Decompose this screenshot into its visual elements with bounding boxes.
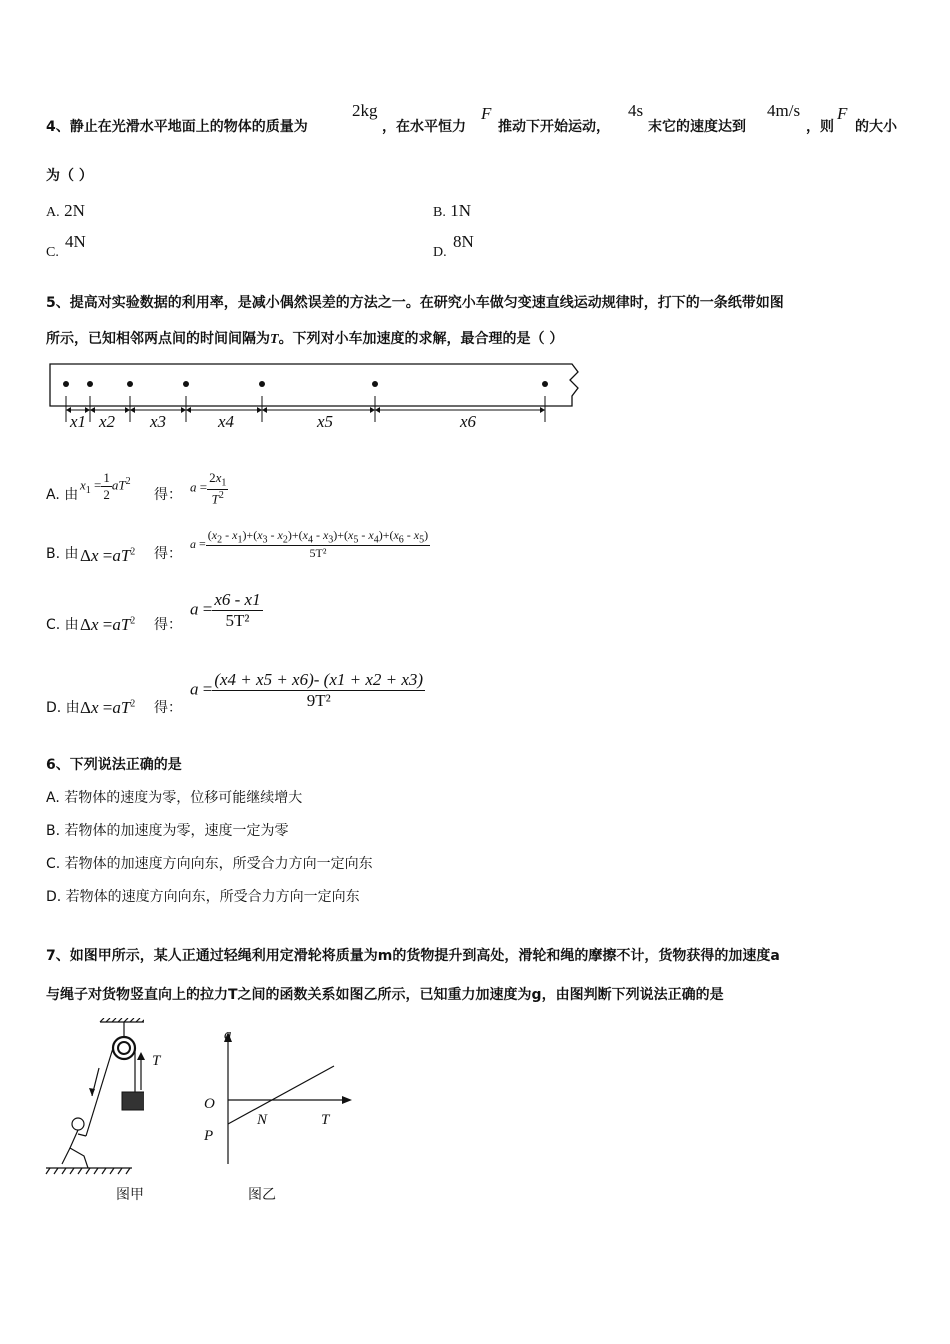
q4-text-part3: 推动下开始运动， xyxy=(498,119,610,135)
tape-dots xyxy=(63,381,548,387)
pulley-wheel xyxy=(113,1037,135,1059)
tape-dot-4 xyxy=(183,381,189,387)
graph-a-axis-label: a xyxy=(224,1027,232,1043)
q5-option-c-de: 得： xyxy=(154,617,182,633)
q4-option-c-value: 4N xyxy=(65,232,86,251)
q4-time-value: 4s xyxy=(628,101,644,120)
option-value: 2N xyxy=(64,201,85,220)
tape-label-x4: x4 xyxy=(218,412,235,431)
tape-label-x5: x5 xyxy=(317,412,334,431)
graph-p-label: P xyxy=(204,1128,214,1144)
q5-option-c-denominator: 5T² xyxy=(212,610,262,631)
q5-option-a-result: a = $\frac{2x_1}{T^2}$ xyxy=(190,470,227,506)
q5-option-b-premise: $\Delta x =aT^2$ xyxy=(80,546,136,565)
q6-option-a[interactable]: A. 若物体的速度为零，位移可能继续增大 xyxy=(46,790,303,806)
q5-option-b-de: 得： xyxy=(154,546,182,562)
q5-text-line2-b: 。下列对小车加速度的求解，最合理的是（ ） xyxy=(278,331,564,347)
q5-option-b-label[interactable]: B. 由 xyxy=(46,546,79,562)
tape-label-x1: x1 xyxy=(70,412,87,431)
q4-text-part5: ，则 xyxy=(806,119,834,135)
q5-option-d-numerator: (x4 + x5 + x6)- (x1 + x2 + x3) xyxy=(214,670,424,689)
tape-label-x6: x6 xyxy=(460,412,477,431)
tape-dot-2 xyxy=(87,381,93,387)
q4-force-symbol: F xyxy=(481,104,492,123)
graph-n-label: N xyxy=(257,1112,268,1128)
option-label: A. xyxy=(46,205,60,220)
q4-option-b[interactable] xyxy=(433,201,471,221)
figure-yi-caption: 图乙 xyxy=(248,1187,276,1203)
graph-t-axis-label: T xyxy=(321,1112,330,1128)
q5-text-line2 xyxy=(46,328,563,348)
option-label: B. xyxy=(433,205,446,220)
tape-label-x2: x2 xyxy=(99,412,116,431)
q5-option-d-label[interactable]: D. 由 xyxy=(46,700,80,716)
q4-option-a[interactable] xyxy=(46,201,85,221)
q6-option-d[interactable]: D. 若物体的速度方向向东，所受合力方向一定向东 xyxy=(46,889,360,905)
tape-dot-1 xyxy=(63,381,69,387)
q4-option-c-label[interactable]: C. xyxy=(46,245,59,260)
paper-tape-figure xyxy=(44,358,584,438)
q7-text-line1: 7、如图甲所示，某人正通过轻绳利用定滑轮将质量为m的货物提升到高处，滑轮和绳的摩擦不计，货物获得的加速度a xyxy=(46,948,780,964)
figure-yi-graph xyxy=(196,1030,356,1166)
q5-text-line2-a: 所示，已知相邻两点间的时间间隔为 xyxy=(46,331,270,347)
q5-option-b-denominator: 5T² xyxy=(206,545,430,561)
q5-period-symbol: T xyxy=(270,332,279,347)
graph-origin-label: O xyxy=(204,1096,215,1112)
tape-label-x3: x3 xyxy=(150,412,167,431)
down-arrow xyxy=(89,1088,95,1096)
tape-dot-5 xyxy=(259,381,265,387)
q4-option-d-value: 8N xyxy=(453,232,474,251)
option-value: 1N xyxy=(450,201,472,220)
rope-to-person xyxy=(86,1048,113,1136)
figure-jia-tension-label: T xyxy=(152,1053,161,1069)
q5-option-a-label[interactable]: A. 由 xyxy=(46,487,79,503)
q4-mass-value: 2kg xyxy=(352,101,378,120)
q4-option-d-label[interactable]: D. xyxy=(433,245,447,260)
q5-option-d-denominator: 9T² xyxy=(212,690,425,711)
q4-speed-value: 4m/s xyxy=(767,101,801,120)
cargo-box xyxy=(122,1092,144,1110)
a-t-line xyxy=(228,1066,334,1124)
figure-jia-pulley xyxy=(44,1018,144,1176)
q4-force-symbol-2: F xyxy=(837,104,848,123)
figure-jia-caption: 图甲 xyxy=(116,1187,144,1203)
tape-dot-6 xyxy=(372,381,378,387)
q5-option-c-premise: $\Delta x =aT^2$ xyxy=(80,615,136,634)
q5-option-d-result: a = $\frac{(x4 + x5 + x6)- (x1 + x2 + x3)}{\text{9T²}}$ xyxy=(190,670,424,710)
tape-dot-7 xyxy=(542,381,548,387)
q5-option-a-premise: $x_1$ = $\frac{1}{2}$ $aT^2$ xyxy=(80,470,131,502)
q5-option-a-de: 得： xyxy=(154,487,182,503)
q5-option-d-de: 得： xyxy=(154,700,182,716)
q6-stem: 6、下列说法正确的是 xyxy=(46,757,182,773)
q4-text-part4: 末它的速度达到 xyxy=(648,119,746,135)
q5-text-line1: 5、提高对实验数据的利用率，是减小偶然误差的方法之一。在研究小车做匀变速直线运动规律时，打下的一条纸带如图 xyxy=(46,295,784,311)
tape-dot-3 xyxy=(127,381,133,387)
q4-text-part1: 4、静止在光滑水平地面上的物体的质量为 xyxy=(46,119,308,135)
q4-text-part2: ，在水平恒力 xyxy=(382,119,466,135)
q4-text-part6: 的大小 xyxy=(855,119,897,135)
q7-text-line2: 与绳子对货物竖直向上的拉力T之间的函数关系如图乙所示，已知重力加速度为g，由图判断下列说法正确的是 xyxy=(46,987,724,1003)
q5-option-b-result: a = $\frac{(x_2 - x_1)+(x_3 - x_2)+(x_4 - x_3)+(x_5 - x_4)+(x_6 - x_5)}{\text{5T²}}$ xyxy=(190,528,429,561)
q4-text-line2: 为（ ） xyxy=(46,168,93,184)
q5-option-d-premise: $\Delta x =aT^2$ xyxy=(80,698,136,717)
q5-option-c-label[interactable]: C. 由 xyxy=(46,617,79,633)
q5-option-c-result: a = $\frac{x6 - x1}{\text{5T²}}$ xyxy=(190,590,261,630)
t-axis-arrow xyxy=(342,1096,352,1104)
q6-option-c[interactable]: C. 若物体的加速度方向向东，所受合力方向一定向东 xyxy=(46,856,373,872)
q6-option-b[interactable]: B. 若物体的加速度为零，速度一定为零 xyxy=(46,823,289,839)
q5-option-c-numerator: x6 - x1 xyxy=(214,590,261,609)
tension-arrow-icon xyxy=(134,1052,148,1092)
